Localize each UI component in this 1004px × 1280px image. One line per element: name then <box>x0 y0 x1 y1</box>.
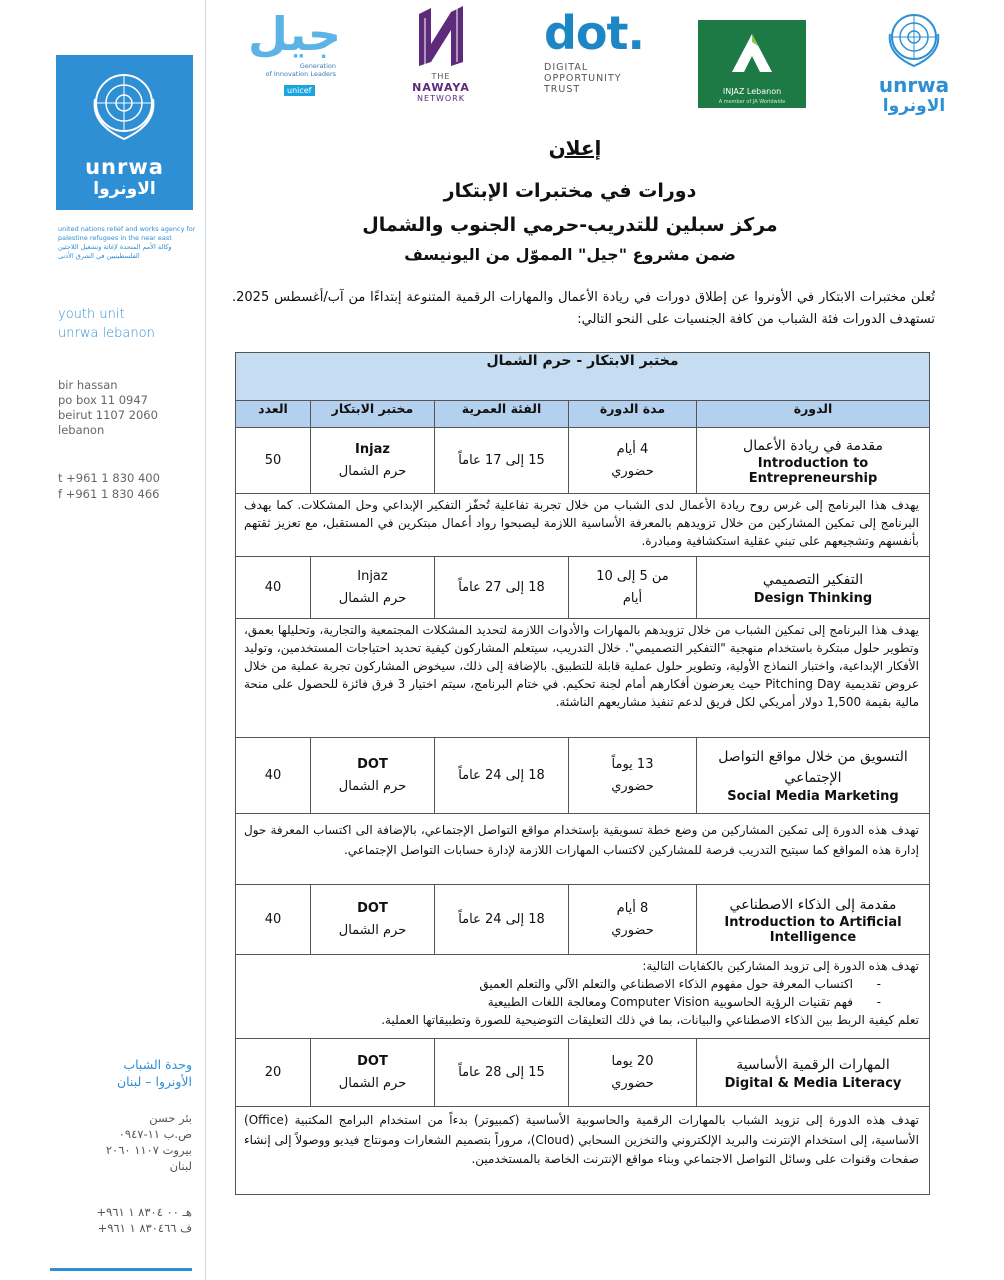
address-ar-line: بئر حسن <box>149 1111 192 1125</box>
course-name-en: Introduction to <box>757 455 869 471</box>
cell-course <box>696 428 929 493</box>
address-line: bir hassan <box>58 378 118 392</box>
jeel-logo-en1: Generation <box>299 62 336 70</box>
dot-line-1: DIGITAL <box>544 62 589 73</box>
course-description: تهدف هذه الدورة إلى تزويد الشباب بالمهارات الرقمية والحاسوبية الأساسية (كمبيوتر) بدءاً من استخدام البرامج المكتبية (Office) الأساسية، إلى استخدام الإنترنت والبريد الإلكتروني والتخزين السحابي (Cloud)، مروراً بتصميم الشعارات ومونتاج فيديو ووصولاً إلى إنشاء صفحات وقنوات على وسائل التواصل الاجتماعي وبناء مواقع الإنترنت الخاصة بالمستخدمين. <box>244 1113 919 1166</box>
table-row <box>236 738 929 814</box>
duration-mode: حضوري <box>611 778 654 794</box>
address-en <box>58 378 158 438</box>
injaz-mountain-icon <box>698 20 806 80</box>
sidebar-logo-latin: unrwa <box>85 155 164 179</box>
un-emblem-icon <box>89 69 159 149</box>
sidebar-divider <box>205 0 206 1280</box>
bullet-text: اكتساب المعرفة حول مفهوم الذكاء الاصطناعي والتعلم الآلي والتعلم العميق <box>479 977 853 991</box>
desc-bullet <box>244 975 919 993</box>
cell-age: 15 إلى 17 عاماً <box>434 428 568 493</box>
jeel-logo-arabic: جيل <box>248 7 341 61</box>
lab-campus: حرم الشمال <box>338 1075 407 1091</box>
desc-end: تعلم كيفية الربط بين الذكاء الاصطناعي والبيانات، بما في ذلك التعليقات التوضيحية للصورة وتطبيقاتها العملية. <box>381 1013 919 1027</box>
duration-value: 4 أيام <box>616 441 649 457</box>
address-line: po box 11 0947 <box>58 393 148 407</box>
tagline-ar: وكالة الأمم المتحدة لإغاثة وتشغيل اللاجئين الفلسطينيين في الشرق الأدنى <box>58 243 172 260</box>
jeel-logo-en2: of Innovation Leaders <box>265 70 336 78</box>
course-name-ar: مقدمة في ريادة الأعمال <box>743 437 883 454</box>
youth-unit <box>58 305 155 343</box>
un-emblem-icon <box>885 10 943 68</box>
cell-duration <box>568 885 696 954</box>
duration-mode: حضوري <box>611 922 654 938</box>
course-name-ar: المهارات الرقمية الأساسية <box>736 1057 890 1073</box>
injaz-sub: A member of JA Worldwide <box>718 99 786 105</box>
table-row <box>236 1039 929 1107</box>
lab-name: Injaz <box>355 441 390 457</box>
announcement-heading: إعلان <box>548 136 602 160</box>
unrwa-top-latin: unrwa <box>878 73 950 97</box>
unit-line-2: unrwa lebanon <box>58 326 155 341</box>
duration-value: من 5 إلى 10 <box>596 568 669 584</box>
cell-count: 40 <box>264 767 282 783</box>
sidebar-logo-arabic: الاونروا <box>93 179 156 199</box>
course-description: تهدف هذه الدورة إلى تمكين المشاركين من وضع خطة تسويقية بإستخدام مواقع التواصل الإجتماعي، بالإضافة الى اكتساب المعرفة حول إدارة هذه المواقع كما سيتيح التدريب فرصة للمشاركين لاكتساب المهارات اللازمة لإدارة حسابات التواصل الإجتماعي. <box>236 814 929 885</box>
dot-line-2: OPPORTUNITY <box>544 73 622 84</box>
table-row <box>236 557 929 619</box>
unrwa-top-logo <box>866 10 962 116</box>
dot-logo <box>544 8 664 102</box>
intro-paragraph: تُعلن مختبرات الابتكار في الأونروا عن إطلاق دورات في ريادة الأعمال والمهارات الرقمية المتنوعة إبتداءًا من آب/أغسطس 2025. تستهدف الدورات فئة الشباب من كافة الجنسيات على النحو التالي: <box>232 290 935 327</box>
duration-value: 13 يوماً <box>611 756 654 772</box>
cell-course <box>696 738 929 813</box>
header-duration: مدة الدورة <box>568 401 696 427</box>
table-row <box>236 885 929 955</box>
lab-campus: حرم الشمال <box>338 922 407 938</box>
address-ar-line: بيروت ١١٠٧ ٢٠٦٠ <box>105 1143 192 1157</box>
course-name-en: Digital & Media Literacy <box>724 1076 902 1091</box>
lab-name: DOT <box>357 756 388 772</box>
course-name-en: Design Thinking <box>753 591 873 606</box>
cell-course <box>696 885 929 954</box>
bullet-dash: - <box>876 977 881 991</box>
address-ar-line: ص.ب ١١-٠٩٤٧ <box>118 1127 192 1141</box>
cell-count: 40 <box>264 579 282 595</box>
cell-count: 40 <box>264 911 282 927</box>
course-name-ar: التفكير التصميمي <box>762 572 864 588</box>
cell-count: 50 <box>264 452 282 468</box>
cell-duration <box>568 738 696 813</box>
nawaya-logo <box>402 4 480 106</box>
cell-course <box>696 1039 929 1106</box>
fax-line: f +961 1 830 466 <box>58 487 160 501</box>
address-ar-line: لبنان <box>169 1159 192 1173</box>
course-name-en: Intelligence <box>769 929 857 945</box>
lab-campus: حرم الشمال <box>338 463 407 479</box>
desc-bullet <box>244 993 919 1011</box>
address-line: lebanon <box>58 423 105 437</box>
cell-lab <box>310 1039 434 1106</box>
courses-table <box>235 352 930 1195</box>
phone-line: t +961 1 830 400 <box>58 471 160 485</box>
bullet-text: فهم تقنيات الرؤية الحاسوبية Computer Vision ومعالجة اللغات الطبيعية <box>487 995 853 1009</box>
phone-ar-line: هـ ٠٠ ٨٣٠٤ ١ ٩٦١+ <box>96 1205 192 1219</box>
header-age: الفئة العمرية <box>434 401 568 427</box>
title-line-3: ضمن مشروع "جيل" المموّل من اليونيسف <box>404 245 736 264</box>
duration-mode: حضوري <box>611 1075 654 1091</box>
jeel-logo <box>248 6 341 102</box>
cell-count: 20 <box>264 1064 282 1080</box>
unrwa-sidebar-logo <box>56 55 193 210</box>
dot-wordmark: dot. <box>544 6 644 60</box>
course-description: يهدف هذا البرنامج إلى غرس روح ريادة الأعمال لدى الشباب من خلال تجربة تفاعلية تُحفّز التفكير الإبداعي وحل المشكلات. كما يهدف البرنامج إلى تمكين المشاركين من خلال تزويدهم بالمعرفة الأساسية اللازمة ليصبحوا رواد أعمال مبتكرين في المستقبل، مع تعزيز ثقتهم بأنفسهم وتشجيعهم على تبني عقلية استكشافية ومبادرة. <box>236 494 929 557</box>
cell-lab <box>310 428 434 493</box>
title-line-1: دورات في مختبرات الإبتكار <box>443 180 697 202</box>
cell-age: 18 إلى 27 عاماً <box>434 557 568 618</box>
injaz-logo <box>698 20 806 108</box>
unicef-badge: unicef <box>284 85 315 96</box>
nawaya-n-icon <box>411 4 471 68</box>
unrwa-top-arabic: الاونروا <box>882 96 946 116</box>
header-course: الدورة <box>696 401 929 427</box>
phone-ar <box>90 1204 192 1236</box>
dot-line-3: TRUST <box>544 84 581 95</box>
sidebar-tagline <box>58 225 200 261</box>
lab-name: Injaz <box>357 568 388 584</box>
lab-name: DOT <box>357 900 388 916</box>
course-name-ar: التسويق من خلال مواقع التواصل الإجتماعي <box>718 749 908 786</box>
duration-value: 20 يوما <box>611 1053 654 1069</box>
desc-intro: تهدف هذه الدورة إلى تزويد المشاركين بالكفايات التالية: <box>642 959 919 973</box>
cell-age: 18 إلى 24 عاماً <box>434 885 568 954</box>
course-description <box>236 955 929 1039</box>
duration-value: 8 أيام <box>616 900 649 916</box>
course-description: يهدف هذا البرنامج إلى تمكين الشباب من خلال تزويدهم بالمهارات والأدوات اللازمة لتحديد المشكلات المجتمعية والتجارية، وتحليلها بعمق، وتطوير حلول مبتكرة باستخدام منهجية "التفكير التصميمي". خلال التدريب، سيتعلم المشاركون كيفية تحديد احتياجات المستخدمين، وتوليد الأفكار الإبداعية، واختبار النماذج الأولية، وتطوير حلول عملية قابلة للتطبيق. بالإضافة إلى ذلك، سيخوض المشاركون تجربة عملية من خلال عروض تقديمية Pitching Day حيث يعرضون أفكارهم أمام لجنة تحكيم. في ختام البرنامج، سيتم اختيار 3 فرق فائزة للحصول على منحة مالية بقيمة 1,500 دولار أمريكي لكل فريق لدعم تنفيذ مشاريعهم الناشئة. <box>236 619 929 738</box>
bullet-dash: - <box>876 995 881 1009</box>
cell-lab <box>310 738 434 813</box>
course-name-ar: مقدمة إلى الذكاء الاصطناعي <box>729 896 897 913</box>
course-name-en: Entrepreneurship <box>748 470 878 486</box>
partner-logos <box>230 0 990 120</box>
lab-campus: حرم الشمال <box>338 778 407 794</box>
cell-duration <box>568 1039 696 1106</box>
nawaya-network: NETWORK <box>417 94 465 103</box>
sidebar <box>0 0 210 1280</box>
nawaya-name: NAWAYA <box>412 81 470 94</box>
course-name-en: Social Media Marketing <box>727 789 899 804</box>
course-name-en: Introduction to Artificial <box>724 914 902 930</box>
cell-lab <box>310 557 434 618</box>
table-band-title: مختبر الابتكار - حرم الشمال <box>236 353 929 400</box>
unit-line-1: youth unit <box>58 307 125 322</box>
cell-duration <box>568 557 696 618</box>
youth-unit-ar <box>100 1056 192 1090</box>
unit-ar-line: وحدة الشباب <box>123 1057 192 1072</box>
duration-mode: حضوري <box>611 463 654 479</box>
address-ar <box>100 1110 192 1174</box>
header-count: العدد <box>258 401 288 416</box>
injaz-name: INJAZ Lebanon <box>722 87 782 96</box>
table-row <box>236 428 929 494</box>
phone-en <box>58 470 160 502</box>
cell-age: 15 إلى 28 عاماً <box>434 1039 568 1106</box>
lab-name: DOT <box>357 1053 388 1069</box>
header-lab: مختبر الابتكار <box>310 401 434 427</box>
nawaya-the: THE <box>431 72 451 81</box>
cell-age: 18 إلى 24 عاماً <box>434 738 568 813</box>
lab-campus: حرم الشمال <box>338 590 407 606</box>
table-header-row <box>236 400 929 428</box>
sidebar-bottom-bar <box>50 1268 192 1271</box>
cell-lab <box>310 885 434 954</box>
duration-mode: أيام <box>622 590 643 606</box>
address-line: beirut 1107 2060 <box>58 408 158 422</box>
cell-duration <box>568 428 696 493</box>
cell-course <box>696 557 929 618</box>
title-line-2: مركز سبلين للتدريب-حرمي الجنوب والشمال <box>362 214 778 236</box>
tagline-en: united nations relief and works agency for palestine refugees in the near east <box>58 225 196 242</box>
fax-ar-line: ف ٨٣٠٤٦٦ ١ ٩٦١+ <box>97 1221 192 1235</box>
unit-ar-line: الأونروا – لبنان <box>116 1074 192 1089</box>
